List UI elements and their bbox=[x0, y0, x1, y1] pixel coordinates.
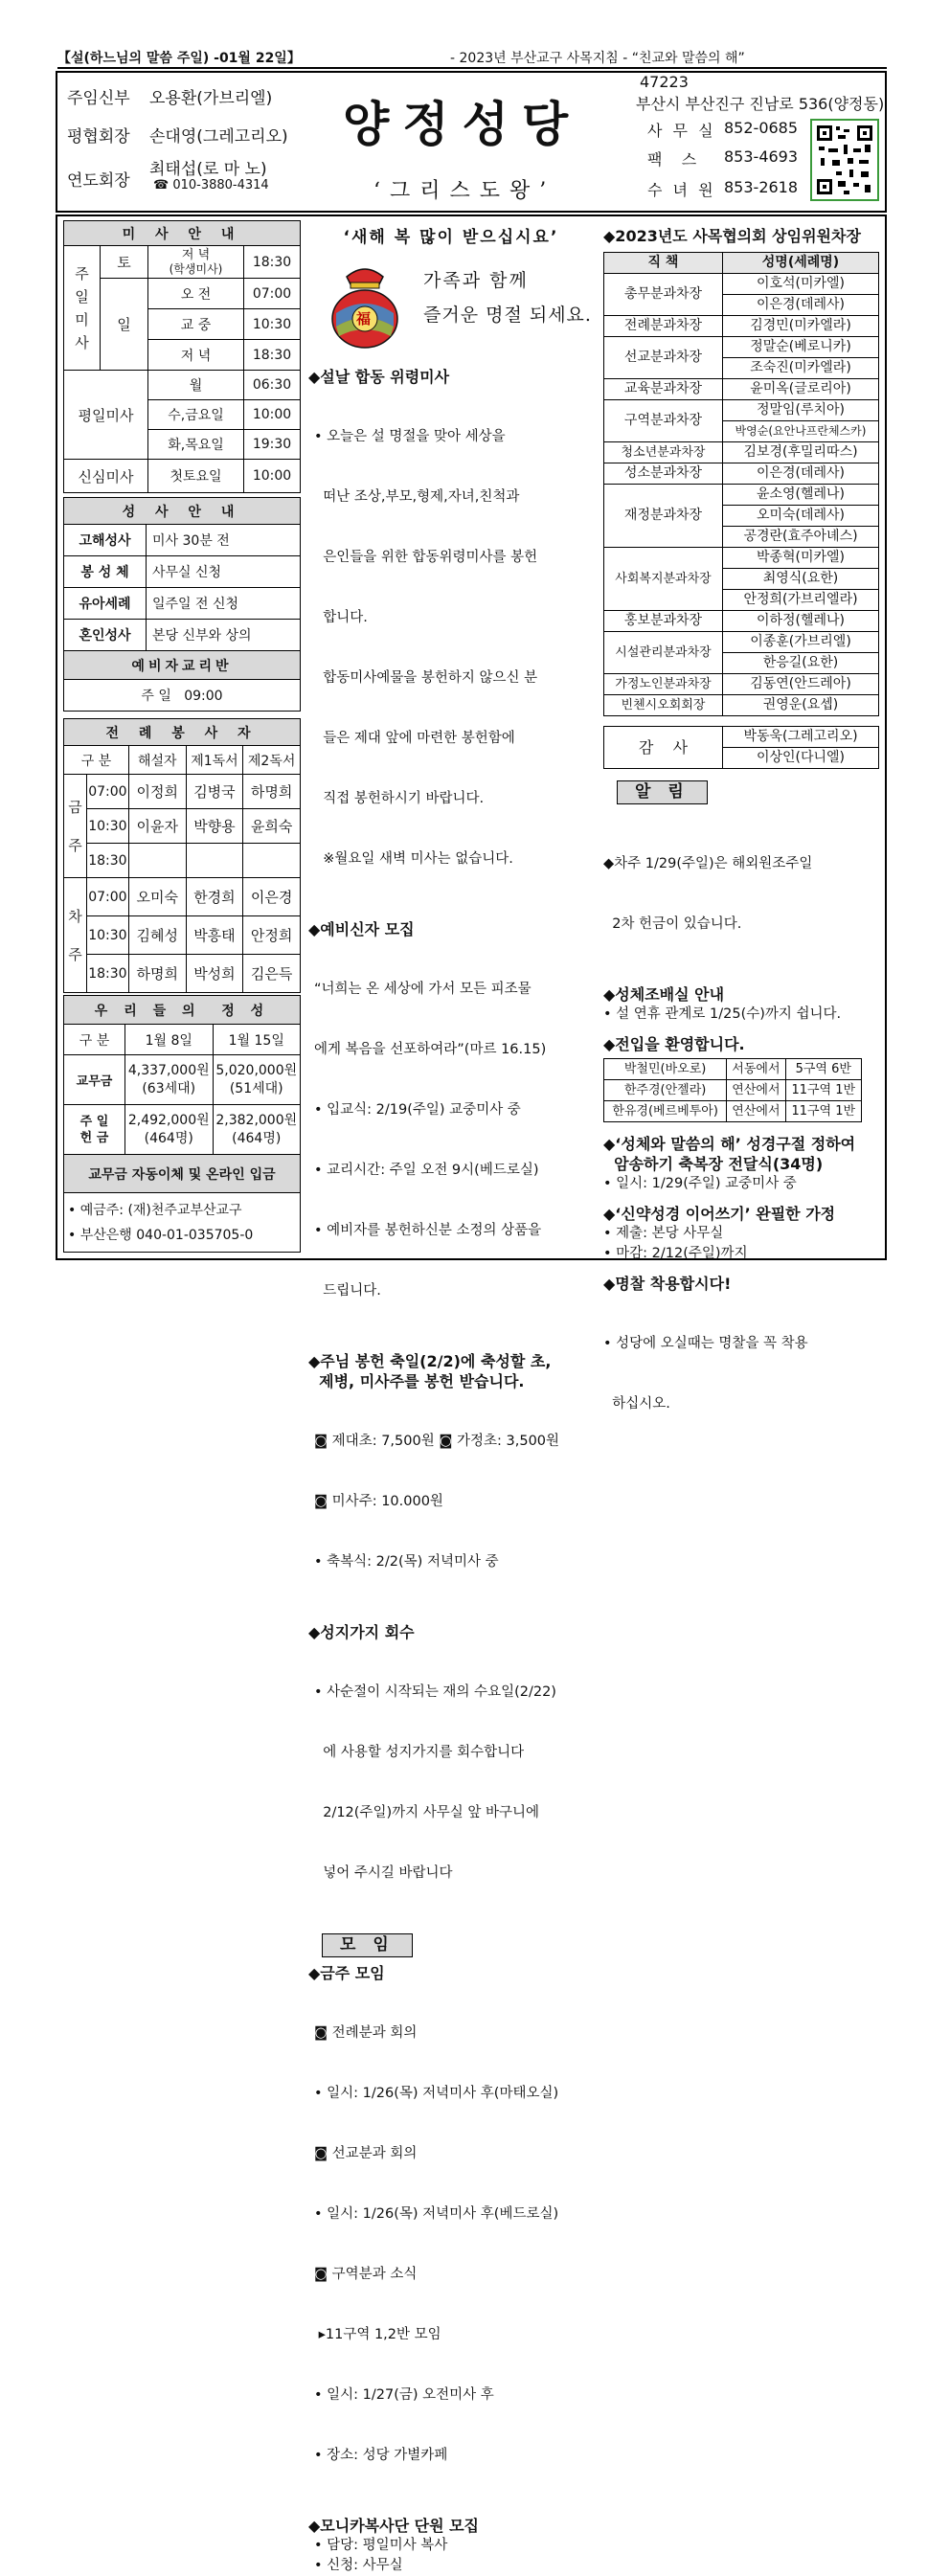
right-column bbox=[603, 224, 883, 1455]
altar-server-title: ◆모니카복사단 단원 모집 bbox=[308, 2517, 480, 2535]
off-a1-1: 2,492,000원 bbox=[127, 1112, 210, 1128]
wish-line-1: 가족과 함께 bbox=[423, 270, 529, 291]
pastor-name: 오용환(가브리엘) bbox=[149, 89, 273, 108]
sac-key-2: 유아세례 bbox=[64, 588, 147, 620]
church-subtitle: ‘그리스도왕’ bbox=[373, 179, 556, 203]
catechumen-title: 예비자교리반 bbox=[64, 651, 301, 680]
line: ◙ 구역분과 소식 bbox=[314, 2267, 418, 2282]
line: • 장소: 성당 가별카페 bbox=[314, 2448, 448, 2463]
audit-table bbox=[603, 726, 879, 769]
newcomer-z: 5구역 6반 bbox=[785, 1059, 861, 1080]
youth-phone: ☎ 010-3880-4314 bbox=[153, 178, 269, 192]
sacrament-guide bbox=[63, 497, 301, 712]
nw-time-0: 07:00 bbox=[86, 878, 128, 916]
welcome-title: ◆전입을 환영합니다. bbox=[603, 1035, 745, 1053]
newcomer-z: 11구역 1반 bbox=[785, 1101, 861, 1122]
sun-label: 일 bbox=[101, 279, 148, 371]
scripture-title: ◆‘성체와 말씀의 해’ 성경구절 정하여 bbox=[603, 1135, 856, 1153]
line: • 담당: 평일미사 복사 bbox=[314, 2538, 448, 2553]
line: • 일시: 1/26(목) 저녁미사 후(베드로실) bbox=[314, 2206, 559, 2222]
audit-1: 이상인(다니엘) bbox=[723, 748, 879, 769]
council-role: 총무분과차장 bbox=[604, 274, 723, 316]
newcomer-n: 한유경(베르베투아) bbox=[604, 1101, 727, 1122]
council-row bbox=[604, 611, 879, 632]
newcomer-z: 11구역 1반 bbox=[785, 1080, 861, 1101]
mass-title: 미 사 안 내 bbox=[64, 221, 301, 246]
catechumen-recruit-body bbox=[308, 939, 594, 1342]
memorial-mass-title: ◆설날 합동 위령미사 bbox=[308, 368, 450, 386]
top-divider bbox=[57, 67, 887, 69]
council-role: 시설관리분과차장 bbox=[604, 632, 723, 674]
sat-note: (학생미사) bbox=[169, 261, 223, 276]
greeting-card bbox=[308, 256, 594, 363]
council-row bbox=[604, 400, 879, 421]
council-member: 윤미옥(글로리아) bbox=[723, 379, 879, 400]
nw-c-1: 안정희 bbox=[243, 916, 301, 955]
sac-val-0: 미사 30분 전 bbox=[147, 525, 301, 556]
line: 드립니다. bbox=[314, 1283, 381, 1299]
nw-c-0: 이은경 bbox=[243, 878, 301, 916]
off-a1-0: 4,337,000원 bbox=[127, 1062, 210, 1078]
next-week-label bbox=[64, 878, 87, 993]
sacrament-title: 성 사 안 내 bbox=[64, 498, 301, 525]
palm-branch-body bbox=[308, 1642, 594, 1924]
council-member: 이은경(데레사) bbox=[723, 295, 879, 316]
council-member: 오미숙(데레사) bbox=[723, 506, 879, 527]
council-member: 정말임(루치아) bbox=[723, 400, 879, 421]
off-b-1 bbox=[213, 1105, 301, 1155]
qr-code-icon[interactable] bbox=[810, 119, 879, 201]
line: • 일시: 1/26(목) 저녁미사 후(마태오실) bbox=[314, 2086, 559, 2101]
sun-name-2: 저 녁 bbox=[148, 340, 244, 371]
council-member: 이호석(미카엘) bbox=[723, 274, 879, 295]
newcomer-f: 연산에서 bbox=[727, 1080, 785, 1101]
diocese-motto: - 2023년 부산교구 사목지침 - “친교와 말씀의 해” bbox=[450, 51, 745, 66]
off-a-0 bbox=[125, 1055, 214, 1105]
scripture-body: • 일시: 1/29(주일) 교중미사 중 bbox=[603, 1176, 797, 1191]
line: • 일시: 1/27(금) 오전미사 후 bbox=[314, 2387, 494, 2403]
newcomer-n: 한주경(안젤라) bbox=[604, 1080, 727, 1101]
council-role: 홍보분과차장 bbox=[604, 611, 723, 632]
wd-time-2: 19:30 bbox=[244, 430, 301, 460]
off-key-1: 주 일 헌 금 bbox=[64, 1105, 125, 1155]
bag-character: 福 bbox=[356, 310, 372, 328]
postcode: 47223 bbox=[640, 73, 689, 91]
top-bar bbox=[57, 46, 887, 67]
nametag-title: ◆명찰 착용합시다! bbox=[603, 1275, 732, 1293]
fax-label: 팩 스 bbox=[647, 150, 697, 169]
catechumen-recruit-title: ◆예비신자 모집 bbox=[308, 920, 415, 938]
notice-overseas bbox=[603, 814, 883, 975]
office-phone: 852-0685 bbox=[724, 119, 799, 137]
wd-time-1: 10:00 bbox=[244, 400, 301, 430]
bank-account[interactable]: • 부산은행 040-01-035705-0 bbox=[68, 1227, 254, 1243]
newcomer-row bbox=[604, 1080, 862, 1101]
tw-c-2 bbox=[243, 844, 301, 878]
tw-time-1: 10:30 bbox=[86, 809, 128, 844]
lit-h2: 제1독서 bbox=[186, 746, 243, 775]
line: • 축복식: 2/2(목) 저녁미사 중 bbox=[314, 1554, 499, 1570]
line: ◆차주 1/29(주일)은 해외원조주일 bbox=[603, 856, 813, 871]
liturgy-title: 전 례 봉 사 자 bbox=[64, 719, 301, 746]
line: ◙ 선교분과 회의 bbox=[314, 2146, 418, 2161]
council-role: 교육분과차장 bbox=[604, 379, 723, 400]
scripture-title-2: 암송하기 축복장 전달식(34명) bbox=[603, 1155, 824, 1173]
line: ◙ 제대초: 7,500원 ◙ 가정초: 3,500원 bbox=[314, 1434, 560, 1449]
line: 2차 헌금이 있습니다. bbox=[603, 916, 742, 932]
council-table bbox=[603, 252, 879, 716]
council-role: 구역분과차장 bbox=[604, 400, 723, 442]
off-h0: 구 분 bbox=[64, 1025, 125, 1055]
youth-label: 연도회장 bbox=[67, 171, 130, 191]
devotion-mass-label: 신심미사 bbox=[64, 460, 148, 493]
council-member: 김보경(후밀리따스) bbox=[723, 442, 879, 463]
convent-label: 수 녀 원 bbox=[647, 181, 716, 199]
audit-0: 박동욱(그레고리오) bbox=[723, 727, 879, 748]
sac-key-0: 고해성사 bbox=[64, 525, 147, 556]
this-week-meetings-title: ◆금주 모임 bbox=[308, 1964, 385, 1982]
devotion-mass-time: 10:00 bbox=[244, 460, 301, 493]
liturgy-servers bbox=[63, 718, 301, 993]
sunday-mass-label bbox=[64, 246, 101, 371]
off-b1-0: 5,020,000원 bbox=[215, 1062, 298, 1078]
tw-a-1: 이윤자 bbox=[128, 809, 186, 844]
council-row bbox=[604, 485, 879, 506]
this-week-text: 금주 bbox=[68, 798, 82, 854]
masthead bbox=[56, 71, 887, 213]
newcomer-table bbox=[603, 1058, 862, 1122]
sac-val-1: 사무실 신청 bbox=[147, 556, 301, 588]
council-row bbox=[604, 274, 879, 295]
sac-key-3: 혼인성사 bbox=[64, 620, 147, 651]
council-role: 성소분과차장 bbox=[604, 463, 723, 485]
line: 직접 봉헌하시기 바랍니다. bbox=[314, 791, 485, 806]
wd-name-1: 수,금요일 bbox=[148, 400, 244, 430]
nw-b-1: 박흥태 bbox=[186, 916, 243, 955]
sun-time-0: 07:00 bbox=[244, 279, 301, 309]
council-title: ◆2023년도 사목협의회 상임위원차장 bbox=[603, 227, 861, 245]
off-key-0: 교무금 bbox=[64, 1055, 125, 1105]
next-week-text: 차주 bbox=[68, 907, 82, 963]
lucky-bag-icon bbox=[322, 256, 408, 351]
tw-c-1: 윤희숙 bbox=[243, 809, 301, 844]
council-role: 사회복지분과차장 bbox=[604, 548, 723, 611]
off-h2: 1월 15일 bbox=[213, 1025, 301, 1055]
off-a2-1: (464명) bbox=[144, 1130, 193, 1146]
line: 들은 제대 앞에 마련한 봉헌함에 bbox=[314, 731, 515, 746]
council-role: 청소년분과차장 bbox=[604, 442, 723, 463]
off-a2-0: (63세대) bbox=[142, 1080, 196, 1096]
sac-val-3: 본당 신부와 상의 bbox=[147, 620, 301, 651]
sac-val-2: 일주일 전 신청 bbox=[147, 588, 301, 620]
church-name: 양정성당 bbox=[343, 96, 582, 152]
line: • 신청: 사무실 bbox=[314, 2558, 403, 2573]
council-row bbox=[604, 548, 879, 569]
council-member: 정말순(베로니카) bbox=[723, 337, 879, 358]
council-label: 평협회장 bbox=[67, 127, 130, 147]
memorial-mass-body bbox=[308, 387, 594, 910]
nw-b-0: 한경희 bbox=[186, 878, 243, 916]
nw-c-2: 김은득 bbox=[243, 955, 301, 993]
line: 합니다. bbox=[314, 610, 368, 625]
adoration-title: ◆성체조배실 안내 bbox=[603, 985, 725, 1004]
line: • 입교식: 2/19(주일) 교중미사 중 bbox=[314, 1102, 521, 1118]
palm-branch-title: ◆성지가지 회수 bbox=[308, 1623, 415, 1641]
line: 넣어 주시길 바랍니다 bbox=[314, 1865, 453, 1881]
address: 부산시 부산진구 진남로 536(양정동) bbox=[636, 95, 885, 113]
line: 2/12(주일)까지 사무실 앞 바구니에 bbox=[314, 1805, 540, 1820]
mass-schedule bbox=[63, 220, 301, 493]
presentation-feast-body bbox=[308, 1391, 594, 1613]
line: • 교리시간: 주일 오전 9시(베드로실) bbox=[314, 1163, 539, 1178]
off-b1-1: 2,382,000원 bbox=[215, 1112, 298, 1128]
tw-a-0: 이정희 bbox=[128, 775, 186, 809]
sat-time: 18:30 bbox=[244, 246, 301, 279]
off-b-0 bbox=[213, 1055, 301, 1105]
line: 떠난 조상,부모,형제,자녀,친척과 bbox=[314, 489, 520, 505]
sat-label: 토 bbox=[101, 246, 148, 279]
sat-name: 저 녁 bbox=[181, 247, 211, 262]
sun-name-1: 교 중 bbox=[148, 309, 244, 340]
wd-name-0: 월 bbox=[148, 371, 244, 400]
council-member: 조숙진(미카엘라) bbox=[723, 358, 879, 379]
newcomer-n: 박철민(바오로) bbox=[604, 1059, 727, 1080]
catechumen-time: 주 일 09:00 bbox=[64, 680, 301, 712]
tw-b-1: 박향용 bbox=[186, 809, 243, 844]
newcomer-row bbox=[604, 1059, 862, 1080]
meetings-label: 모 임 bbox=[322, 1933, 413, 1957]
council-member: 공경란(효주아녜스) bbox=[723, 527, 879, 548]
youth-name: 최태섭(로 마 노) bbox=[149, 160, 267, 179]
council-h1: 성명(세례명) bbox=[723, 253, 879, 274]
line: ※월요일 새벽 미사는 없습니다. bbox=[314, 851, 513, 867]
council-member: 안정희(가브리엘라) bbox=[723, 590, 879, 611]
weekday-mass-label: 평일미사 bbox=[64, 371, 148, 460]
council-role: 전례분과차장 bbox=[604, 316, 723, 337]
sun-name-0: 오 전 bbox=[148, 279, 244, 309]
council-role: 빈첸시오회회장 bbox=[604, 695, 723, 716]
presentation-feast-title: ◆주님 봉헌 축일(2/2)에 축성할 초, bbox=[308, 1352, 552, 1370]
line: ◙ 전례분과 회의 bbox=[314, 2025, 418, 2041]
newcomer-f: 서동에서 bbox=[727, 1059, 785, 1080]
this-week-meetings-body bbox=[308, 1983, 594, 2506]
line: • 예비자를 봉헌하신분 소정의 상품을 bbox=[314, 1223, 542, 1238]
tw-time-0: 07:00 bbox=[86, 775, 128, 809]
off-h1: 1월 8일 bbox=[125, 1025, 214, 1055]
newcomer-row bbox=[604, 1101, 862, 1122]
council-member: 박종혁(미카엘) bbox=[723, 548, 879, 569]
council-member: 윤소영(헬레나) bbox=[723, 485, 879, 506]
nw-b-2: 박성희 bbox=[186, 955, 243, 993]
lit-h0: 구 분 bbox=[64, 746, 129, 775]
council-row bbox=[604, 674, 879, 695]
nw-time-2: 18:30 bbox=[86, 955, 128, 993]
line: ◙ 미사주: 10.000원 bbox=[314, 1494, 443, 1509]
council-row bbox=[604, 632, 879, 653]
line: 합동미사예물을 봉헌하지 않으신 분 bbox=[314, 670, 538, 686]
newcomer-f: 연산에서 bbox=[727, 1101, 785, 1122]
bible-copy-title: ◆‘신약성경 이어쓰기’ 완필한 가정 bbox=[603, 1205, 836, 1223]
wish-line-2: 즐거운 명절 되세요. bbox=[423, 305, 592, 326]
line: • 제출: 본당 사무실 bbox=[603, 1226, 724, 1241]
line: 에 사용할 성지가지를 회수합니다 bbox=[314, 1745, 525, 1760]
notice-label: 알 림 bbox=[617, 780, 708, 804]
adoration-body: • 설 연휴 관계로 1/25(수)까지 쉽니다. bbox=[603, 1006, 842, 1022]
presentation-feast-title-2: 제병, 미사주를 봉헌 받습니다. bbox=[308, 1372, 525, 1390]
council-member: 박영순(요안나프란체스카) bbox=[723, 421, 879, 442]
sunday-mass-text: 주일미사 bbox=[75, 264, 89, 351]
council-row bbox=[604, 379, 879, 400]
line: • 마감: 2/12(주일)까지 bbox=[603, 1246, 748, 1261]
nw-a-1: 김혜성 bbox=[128, 916, 186, 955]
wd-name-2: 화,목요일 bbox=[148, 430, 244, 460]
off-a-1 bbox=[125, 1105, 214, 1155]
bible-copy-body bbox=[603, 1224, 883, 1264]
council-member: 권영운(요셉) bbox=[723, 695, 879, 716]
council-role: 가정노인분과차장 bbox=[604, 674, 723, 695]
line: 은인들을 위한 합동위령미사를 봉헌 bbox=[314, 550, 538, 565]
issue-date: 【설(하느님의 말씀 주일) -01월 22일】 bbox=[57, 51, 301, 66]
audit-label: 감 사 bbox=[604, 727, 723, 769]
nw-a-0: 오미숙 bbox=[128, 878, 186, 916]
council-member: 김동연(안드레아) bbox=[723, 674, 879, 695]
tw-time-2: 18:30 bbox=[86, 844, 128, 878]
nametag-body bbox=[603, 1294, 883, 1455]
new-year-greeting: ‘새해 복 많이 받으십시요’ bbox=[343, 228, 559, 247]
off-b2-1: (464명) bbox=[232, 1130, 282, 1146]
council-role: 선교분과차장 bbox=[604, 337, 723, 379]
offering-title: 우 리 들 의 정 성 bbox=[64, 996, 301, 1025]
council-row bbox=[604, 337, 879, 358]
council-row bbox=[604, 695, 879, 716]
council-member: 한응길(요한) bbox=[723, 653, 879, 674]
sun-time-1: 10:30 bbox=[244, 309, 301, 340]
line: 하십시오. bbox=[603, 1396, 670, 1412]
altar-server-body bbox=[308, 2536, 594, 2576]
fax-number: 853-4693 bbox=[724, 147, 799, 166]
council-row bbox=[604, 463, 879, 485]
middle-column bbox=[308, 224, 594, 2576]
sat-mass-name bbox=[148, 246, 244, 279]
off-b2-0: (51세대) bbox=[229, 1080, 283, 1096]
nw-a-2: 하명희 bbox=[128, 955, 186, 993]
transfer-title: 교무금 자동이체 및 온라인 입금 bbox=[64, 1155, 301, 1193]
line: 에게 복음을 선포하여라”(마르 16.15) bbox=[314, 1042, 547, 1057]
line: “너희는 온 세상에 가서 모든 피조물 bbox=[314, 982, 532, 997]
council-member: 이은경(데레사) bbox=[723, 463, 879, 485]
council-role: 재정분과차장 bbox=[604, 485, 723, 548]
transfer-info bbox=[64, 1193, 301, 1253]
office-label: 사 무 실 bbox=[647, 122, 716, 140]
offerings bbox=[63, 995, 301, 1253]
line: • 오늘은 설 명절을 맞아 세상을 bbox=[314, 429, 506, 444]
this-week-label bbox=[64, 775, 87, 878]
council-member: 이하정(헬레나) bbox=[723, 611, 879, 632]
council-name: 손대영(그레고리오) bbox=[149, 127, 288, 147]
council-h0: 직 책 bbox=[604, 253, 723, 274]
account-holder: • 예금주: (재)천주교부산교구 bbox=[68, 1202, 242, 1218]
tw-c-0: 하명희 bbox=[243, 775, 301, 809]
nw-time-1: 10:30 bbox=[86, 916, 128, 955]
lit-h3: 제2독서 bbox=[243, 746, 301, 775]
council-row bbox=[604, 442, 879, 463]
tw-a-2 bbox=[128, 844, 186, 878]
council-member: 최영식(요한) bbox=[723, 569, 879, 590]
sac-key-1: 봉 성 체 bbox=[64, 556, 147, 588]
devotion-mass-name: 첫토요일 bbox=[148, 460, 244, 493]
sun-time-2: 18:30 bbox=[244, 340, 301, 371]
line: • 사순절이 시작되는 재의 수요일(2/22) bbox=[314, 1684, 556, 1700]
tw-b-2 bbox=[186, 844, 243, 878]
pastor-label: 주임신부 bbox=[67, 89, 130, 108]
council-member: 이종훈(가브리엘) bbox=[723, 632, 879, 653]
convent-phone: 853-2618 bbox=[724, 178, 799, 196]
lit-h1: 해설자 bbox=[128, 746, 186, 775]
wd-time-0: 06:30 bbox=[244, 371, 301, 400]
line: • 성당에 오실때는 명찰을 꼭 착용 bbox=[603, 1336, 808, 1351]
tw-b-0: 김병국 bbox=[186, 775, 243, 809]
line: ▸11구역 1,2반 모임 bbox=[314, 2327, 441, 2342]
council-member: 김경민(미카엘라) bbox=[723, 316, 879, 337]
council-row bbox=[604, 316, 879, 337]
